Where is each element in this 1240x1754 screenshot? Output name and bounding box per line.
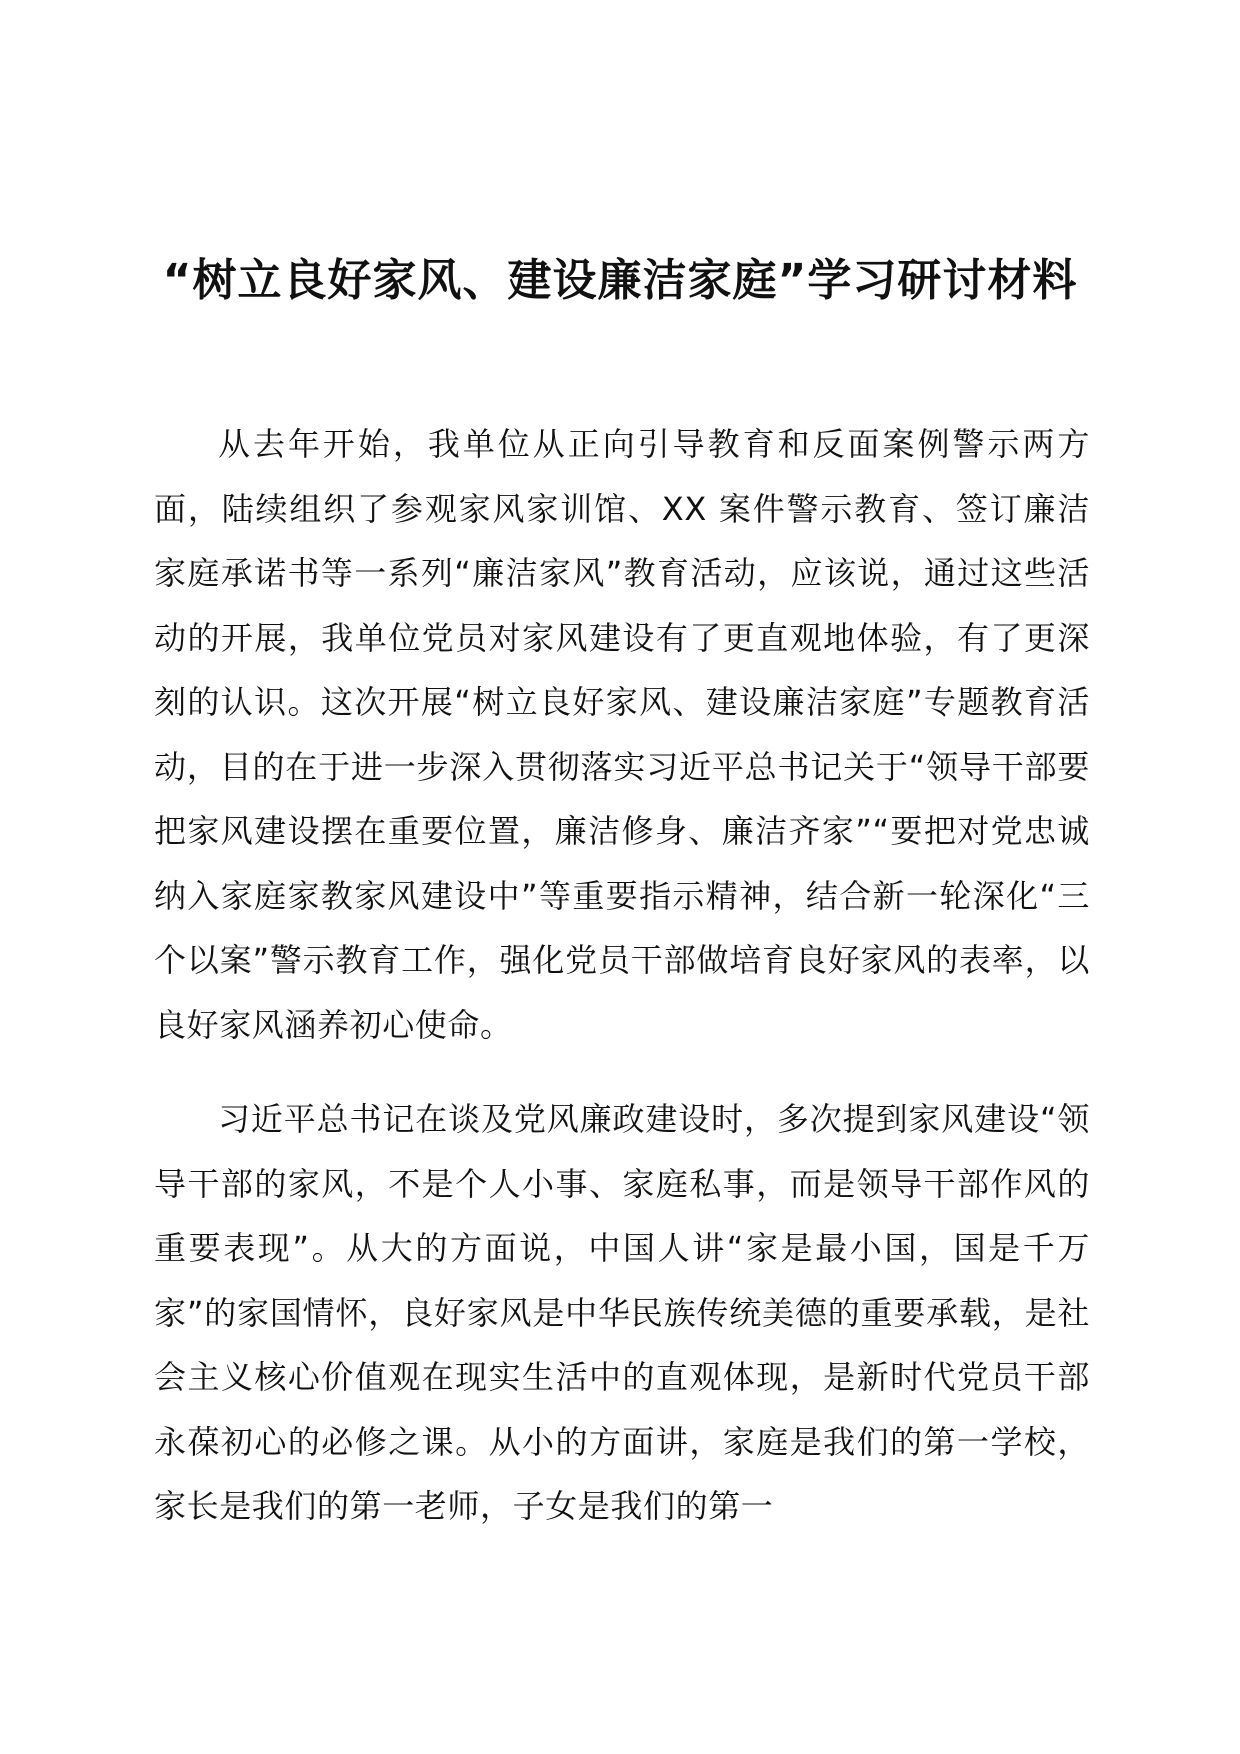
paragraph-2: 习近平总书记在谈及党风廉政建设时，多次提到家风建设“领导干部的家风，不是个人小事、家庭私事，而是领导干部作风的重要表现”。从大的方面说，中国人讲“家是最小国，国是千万家”的家国情怀，良好家风是中华民族传统美德的重要承载，是社会主义核心价值观在现实生活中的直观体现，是新时代党员干部永葆初心的必修之课。从小的方面讲，家庭是我们的第一学校，家长是我们的第一老师，子女是我们的第一 xyxy=(154,1100,1090,1525)
document-body xyxy=(154,412,1090,1569)
document-title: “树立良好家风、建设廉洁家庭”学习研讨材料 xyxy=(162,255,1078,306)
paragraph-1: 从去年开始，我单位从正向引导教育和反面案例警示两方面，陆续组织了参观家风家训馆、XX 案件警示教育、签订廉洁家庭承诺书等一系列“廉洁家风”教育活动，应该说，通过这些活动的开展，我单位党员对家风建设有了更直观地体验，有了更深刻的认识。这次开展“树立良好家风、建设廉洁家庭”专题教育活动，目的在于进一步深入贯彻落实习近平总书记关于“领导干部要把家风建设摆在重要位置，廉洁修身、廉洁齐家”“要把对党忠诚纳入家庭家教家风建设中”等重要指示精神，结合新一轮深化“三个以案”警示教育工作，强化党员干部做培育良好家风的表率，以良好家风涵养初心使命。 xyxy=(154,425,1090,1044)
